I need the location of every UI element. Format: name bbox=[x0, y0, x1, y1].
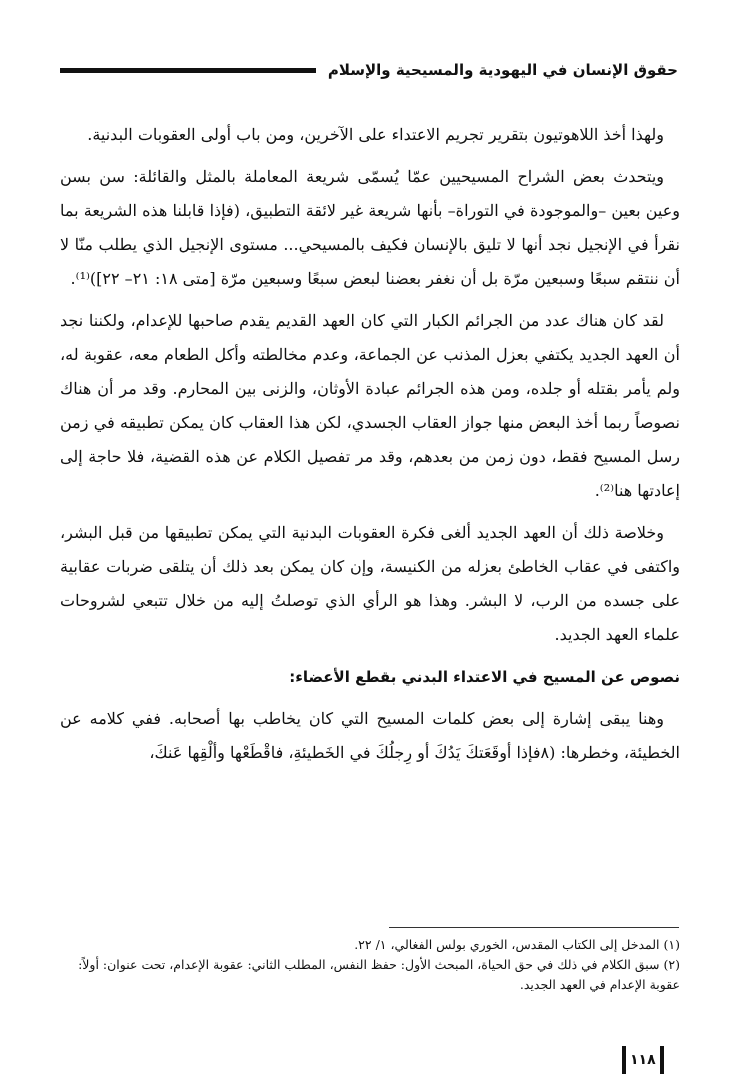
paragraph: وهنا يبقى إشارة إلى بعض كلمات المسيح التي كان يخاطب بها أصحابه. ففي كلامه عن الخطيئة، وخطرها: (٨فإذا أوقَعَتكَ يَدُكَ أو رِجلُكَ في الخَطيئةِ، فاقْطَعْها وألْقِها عَنكَ، bbox=[60, 709, 680, 762]
page-number-bar bbox=[660, 1046, 664, 1074]
section-heading: نصوص عن المسيح في الاعتداء البدني بقطع الأعضاء: bbox=[289, 668, 680, 686]
paragraph: لقد كان هناك عدد من الجرائم الكبار التي كان العهد القديم يقدم صاحبها للإعدام، ولكننا نجد أن العهد الجديد يكتفي بعزل المذنب عن الجماعة، وعدم مخالطته وأكل الطعام معه، عقوبة له، ولم يأمر بقتله أو جلده، ومن هذه الجرائم عبادة الأوثان، والزنى بين المحارم. وقد مر أن هناك نصوصاً ربما أخذ البعض منها جواز العقاب الجسدي، لكن هذا العقاب كان يمكن تطبيقه في زمن رسل المسيح فقط، دون زمن من بعدهم، وقد مر تفصيل الكلام عن هذه القضية، فلا حاجة إلى إعادتها هنا⁽²⁾. bbox=[60, 311, 680, 500]
header-title: حقوق الإنسان في اليهودية والمسيحية والإسلام bbox=[327, 61, 678, 79]
paragraph: ولهذا أخذ اللاهوتيون بتقرير تجريم الاعتداء على الآخرين، ومن باب أولى العقوبات البدنية. bbox=[87, 125, 664, 144]
page-number-box bbox=[622, 1046, 664, 1074]
footnote: (٢) سبق الكلام في ذلك في حق الحياة، المبحث الأول: حفظ النفس، المطلب الثاني: عقوبة الإعدام، تحت عنوان: أولاً: عقوبة الإعدام في العهد الجديد. bbox=[78, 957, 680, 992]
header-rule bbox=[60, 68, 316, 73]
paragraph: وخلاصة ذلك أن العهد الجديد ألغى فكرة العقوبات البدنية التي يمكن تطبيقها من قبل البشر، واكتفى في عقاب الخاطئ بعزله من الكنيسة، وإن كان يمكن بعد ذلك أن يتلقى ضربات عقابية على جسده من الرب، لا البشر. وهذا هو الرأي الذي توصلتُ إليه من خلال تتبعي لشروحات علماء العهد الجديد. bbox=[60, 523, 680, 644]
footnotes bbox=[60, 935, 680, 995]
page-number: ١١٨ bbox=[630, 1052, 656, 1068]
footnote: (١) المدخل إلى الكتاب المقدس، الخوري بولس الفغالي، ١/ ٢٢. bbox=[354, 937, 680, 952]
running-header bbox=[60, 58, 678, 82]
paragraph: ويتحدث بعض الشراح المسيحيين عمّا يُسمّى شريعة المعاملة بالمثل والقائلة: سن بسن وعين بعين –والموجودة في التوراة– بأنها شريعة غير لائقة التطبيق، (فإذا قابلنا هذه الشريعة بما نقرأ في الإنجيل نجد أنها لا تليق بالإنسان فكيف بالمسيحي... مستوى الإنجيل الذي يطلب منّا لا أن ننتقم سبعًا وسبعين مرّة بل أن نغفر بعضنا لبعض سبعًا وسبعين مرّة [متى ١٨: ٢١– ٢٢])⁽¹⁾. bbox=[60, 167, 680, 288]
page-number-bar bbox=[622, 1046, 626, 1074]
footnote-rule bbox=[389, 927, 679, 928]
main-text bbox=[60, 118, 680, 778]
